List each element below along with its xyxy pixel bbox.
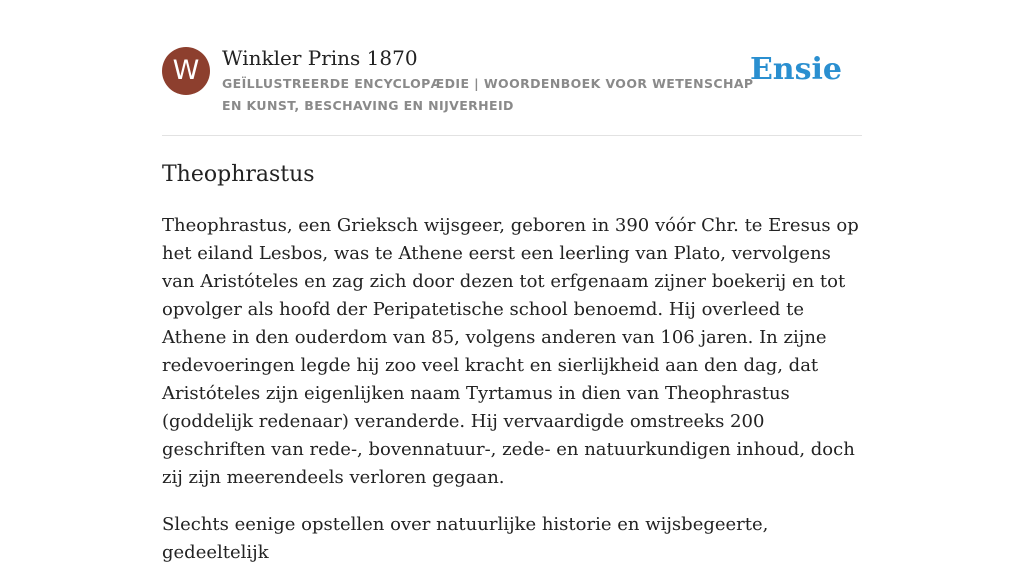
- source-header: [162, 45, 862, 135]
- article-paragraph-2: Slechts eenige opstellen over natuurlijke historie en wijsbegeerte, gedeeltelijk: [162, 514, 769, 563]
- source-subtitle: GEÏLLUSTREERDE ENCYCLOPÆDIE | WOORDENBOEK VOOR WETENSCHAP EN KUNST, BESCHAVING EN NIJVERHEID: [222, 76, 754, 113]
- ensie-logo[interactable]: Ensie: [749, 52, 842, 87]
- article-body: [162, 212, 862, 586]
- source-avatar[interactable]: W: [162, 47, 210, 95]
- source-title[interactable]: Winkler Prins 1870: [222, 46, 418, 70]
- article-title: Theophrastus: [162, 162, 315, 187]
- header-divider: [162, 135, 862, 136]
- article-paragraph-1: Theophrastus, een Grieksch wijsgeer, geboren in 390 vóór Chr. te Eresus op het eiland Lesbos, was te Athene eerst een leerling van Plato, vervolgens van Aristóteles en zag zich door dezen tot erfgenaam zijner boekerij en tot opvolger als hoofd der Peripatetische school benoemd. Hij overleed te Athene in den ouderdom van 85, volgens anderen van 106 jaren. In zijne redevoeringen legde hij zoo veel kracht en sierlijkheid aan den dag, dat Aristóteles zijn eigenlijken naam Tyrtamus in dien van Theophrastus (goddelijk redenaar) veranderde. Hij vervaardigde omstreeks 200 geschriften van rede-, bovennatuur-, zede- en natuurkundigen inhoud, doch zij zijn meerendeels verloren gegaan.: [162, 215, 859, 488]
